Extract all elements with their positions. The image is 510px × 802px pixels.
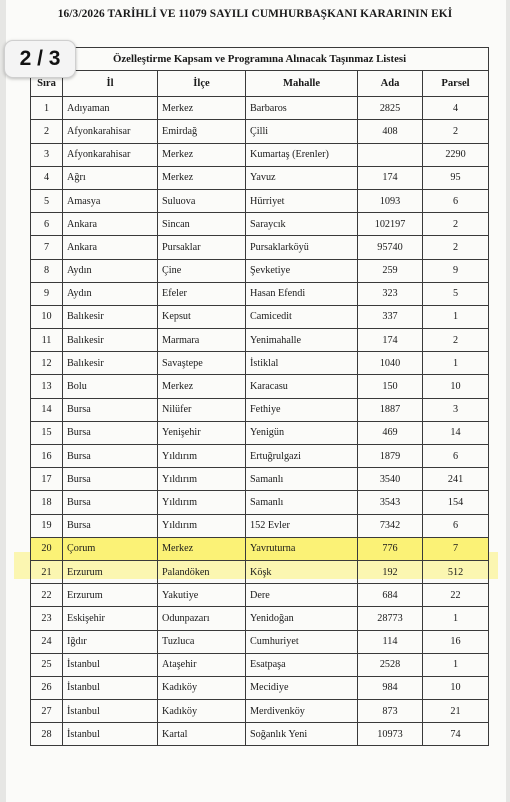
- column-header-sira: Sıra: [31, 71, 63, 97]
- cell-il: Çorum: [63, 537, 158, 560]
- cell-parsel: 2: [423, 329, 489, 352]
- cell-ada: 7342: [358, 514, 423, 537]
- cell-il: Balıkesir: [63, 329, 158, 352]
- cell-sira: 8: [31, 259, 63, 282]
- cell-ada: 984: [358, 676, 423, 699]
- cell-ilce: Yenişehir: [158, 421, 246, 444]
- cell-sira: 23: [31, 607, 63, 630]
- cell-parsel: 6: [423, 189, 489, 212]
- table-row: [31, 213, 489, 236]
- table-row: [31, 421, 489, 444]
- cell-parsel: 95: [423, 166, 489, 189]
- cell-parsel: 1: [423, 607, 489, 630]
- cell-il: İstanbul: [63, 723, 158, 746]
- cell-ada: 259: [358, 259, 423, 282]
- cell-sira: 11: [31, 329, 63, 352]
- cell-sira: 28: [31, 723, 63, 746]
- cell-ilce: Nilüfer: [158, 398, 246, 421]
- cell-sira: 16: [31, 445, 63, 468]
- cell-ilce: Merkez: [158, 375, 246, 398]
- cell-sira: 12: [31, 352, 63, 375]
- cell-mahalle: Yavuz: [246, 166, 358, 189]
- cell-il: Balıkesir: [63, 352, 158, 375]
- table-row: [31, 259, 489, 282]
- cell-ada: 1879: [358, 445, 423, 468]
- cell-parsel: 22: [423, 584, 489, 607]
- cell-il: Adıyaman: [63, 97, 158, 120]
- table-row: [31, 189, 489, 212]
- cell-ada: 10973: [358, 723, 423, 746]
- table-header-row: [31, 71, 489, 97]
- cell-mahalle: Çilli: [246, 120, 358, 143]
- cell-parsel: 7: [423, 537, 489, 560]
- document-title: 16/3/2026 TARİHLİ VE 11079 SAYILI CUMHURBAŞKANI KARARININ EKİ: [57, 8, 453, 20]
- cell-ada: 337: [358, 305, 423, 328]
- table-row: [31, 630, 489, 653]
- cell-mahalle: Barbaros: [246, 97, 358, 120]
- table-row: [31, 653, 489, 676]
- cell-sira: 18: [31, 491, 63, 514]
- cell-ada: 1887: [358, 398, 423, 421]
- column-header-ada: Ada: [358, 71, 423, 97]
- cell-mahalle: Yavruturna: [246, 537, 358, 560]
- table-body: [31, 97, 489, 746]
- cell-ada: 174: [358, 166, 423, 189]
- table-row: [31, 166, 489, 189]
- cell-sira: 17: [31, 468, 63, 491]
- cell-il: Bolu: [63, 375, 158, 398]
- cell-parsel: 10: [423, 676, 489, 699]
- cell-parsel: 6: [423, 445, 489, 468]
- cell-ada: 3543: [358, 491, 423, 514]
- cell-ada: 174: [358, 329, 423, 352]
- table-row: [31, 491, 489, 514]
- cell-il: Aydın: [63, 259, 158, 282]
- cell-sira: 2: [31, 120, 63, 143]
- cell-mahalle: Camicedit: [246, 305, 358, 328]
- cell-ada: 150: [358, 375, 423, 398]
- cell-il: Ankara: [63, 236, 158, 259]
- cell-il: Bursa: [63, 421, 158, 444]
- property-list-table: [30, 47, 489, 746]
- table-row: [31, 676, 489, 699]
- cell-il: Erzurum: [63, 560, 158, 583]
- cell-parsel: 2: [423, 120, 489, 143]
- cell-mahalle: Saraycık: [246, 213, 358, 236]
- cell-ilce: Emirdağ: [158, 120, 246, 143]
- table-row: [31, 398, 489, 421]
- cell-mahalle: Fethiye: [246, 398, 358, 421]
- cell-sira: 26: [31, 676, 63, 699]
- cell-ilce: Merkez: [158, 97, 246, 120]
- cell-ilce: Çine: [158, 259, 246, 282]
- table-row: [31, 236, 489, 259]
- cell-ilce: Efeler: [158, 282, 246, 305]
- cell-parsel: 3: [423, 398, 489, 421]
- table-row: [31, 329, 489, 352]
- table-row: [31, 723, 489, 746]
- cell-sira: 24: [31, 630, 63, 653]
- cell-mahalle: Yenigün: [246, 421, 358, 444]
- table-row: [31, 468, 489, 491]
- cell-sira: 25: [31, 653, 63, 676]
- table-row: [31, 584, 489, 607]
- cell-sira: 20: [31, 537, 63, 560]
- cell-ilce: Yıldırım: [158, 445, 246, 468]
- cell-parsel: 2: [423, 236, 489, 259]
- cell-mahalle: Pursaklarköyü: [246, 236, 358, 259]
- cell-ada: 323: [358, 282, 423, 305]
- table-row: [31, 282, 489, 305]
- cell-ilce: Sincan: [158, 213, 246, 236]
- cell-il: Bursa: [63, 468, 158, 491]
- cell-parsel: 74: [423, 723, 489, 746]
- cell-ada: 873: [358, 700, 423, 723]
- cell-mahalle: Esatpaşa: [246, 653, 358, 676]
- cell-parsel: 9: [423, 259, 489, 282]
- cell-mahalle: Ertuğrulgazi: [246, 445, 358, 468]
- cell-ada: 28773: [358, 607, 423, 630]
- column-header-ilce: İlçe: [158, 71, 246, 97]
- cell-ilce: Kadıköy: [158, 700, 246, 723]
- cell-parsel: 154: [423, 491, 489, 514]
- column-header-il: İl: [63, 71, 158, 97]
- cell-il: Ankara: [63, 213, 158, 236]
- cell-il: Bursa: [63, 398, 158, 421]
- cell-sira: 9: [31, 282, 63, 305]
- cell-il: Afyonkarahisar: [63, 143, 158, 166]
- cell-ilce: Merkez: [158, 537, 246, 560]
- cell-il: İstanbul: [63, 653, 158, 676]
- cell-ilce: Marmara: [158, 329, 246, 352]
- cell-mahalle: Cumhuriyet: [246, 630, 358, 653]
- cell-ilce: Yakutiye: [158, 584, 246, 607]
- cell-mahalle: Yenimahalle: [246, 329, 358, 352]
- cell-ada: 102197: [358, 213, 423, 236]
- cell-mahalle: Kumartaş (Erenler): [246, 143, 358, 166]
- cell-ada: 114: [358, 630, 423, 653]
- cell-sira: 15: [31, 421, 63, 444]
- cell-sira: 10: [31, 305, 63, 328]
- cell-ilce: Odunpazarı: [158, 607, 246, 630]
- table-row: [31, 560, 489, 583]
- cell-sira: 3: [31, 143, 63, 166]
- cell-parsel: 2: [423, 213, 489, 236]
- table-row: [31, 120, 489, 143]
- cell-parsel: 512: [423, 560, 489, 583]
- cell-ilce: Yıldırım: [158, 491, 246, 514]
- cell-ilce: Merkez: [158, 143, 246, 166]
- cell-ada: 408: [358, 120, 423, 143]
- cell-mahalle: Mecidiye: [246, 676, 358, 699]
- column-header-parsel: Parsel: [423, 71, 489, 97]
- column-header-mahalle: Mahalle: [246, 71, 358, 97]
- cell-ada: 2825: [358, 97, 423, 120]
- cell-il: Bursa: [63, 445, 158, 468]
- cell-il: İstanbul: [63, 700, 158, 723]
- cell-il: Eskişehir: [63, 607, 158, 630]
- cell-sira: 21: [31, 560, 63, 583]
- cell-mahalle: Samanlı: [246, 468, 358, 491]
- cell-ilce: Ataşehir: [158, 653, 246, 676]
- cell-sira: 22: [31, 584, 63, 607]
- table-row: [31, 305, 489, 328]
- cell-parsel: 241: [423, 468, 489, 491]
- cell-ilce: Kartal: [158, 723, 246, 746]
- cell-mahalle: Köşk: [246, 560, 358, 583]
- cell-mahalle: Samanlı: [246, 491, 358, 514]
- cell-mahalle: Merdivenköy: [246, 700, 358, 723]
- cell-ilce: Palandöken: [158, 560, 246, 583]
- cell-ada: 192: [358, 560, 423, 583]
- cell-parsel: 10: [423, 375, 489, 398]
- cell-parsel: 16: [423, 630, 489, 653]
- cell-parsel: 6: [423, 514, 489, 537]
- cell-sira: 7: [31, 236, 63, 259]
- cell-sira: 4: [31, 166, 63, 189]
- cell-sira: 6: [31, 213, 63, 236]
- table-row: [31, 375, 489, 398]
- cell-il: Balıkesir: [63, 305, 158, 328]
- cell-mahalle: Hasan Efendi: [246, 282, 358, 305]
- cell-sira: 13: [31, 375, 63, 398]
- cell-ilce: Savaştepe: [158, 352, 246, 375]
- cell-mahalle: Şevketiye: [246, 259, 358, 282]
- cell-il: Aydın: [63, 282, 158, 305]
- cell-il: Erzurum: [63, 584, 158, 607]
- cell-parsel: 4: [423, 97, 489, 120]
- cell-parsel: 1: [423, 352, 489, 375]
- cell-sira: 14: [31, 398, 63, 421]
- cell-ilce: Pursaklar: [158, 236, 246, 259]
- cell-mahalle: Soğanlık Yeni: [246, 723, 358, 746]
- table-row: [31, 514, 489, 537]
- cell-sira: 27: [31, 700, 63, 723]
- cell-ilce: Yıldırım: [158, 514, 246, 537]
- cell-ada: 95740: [358, 236, 423, 259]
- cell-mahalle: İstiklal: [246, 352, 358, 375]
- cell-mahalle: Hürriyet: [246, 189, 358, 212]
- cell-ada: 3540: [358, 468, 423, 491]
- table-row: [31, 445, 489, 468]
- cell-ada: 469: [358, 421, 423, 444]
- cell-ada: [358, 143, 423, 166]
- list-title: Özelleştirme Kapsam ve Programına Alınacak Taşınmaz Listesi: [31, 48, 489, 71]
- cell-parsel: 1: [423, 305, 489, 328]
- cell-ilce: Tuzluca: [158, 630, 246, 653]
- cell-ada: 1040: [358, 352, 423, 375]
- cell-il: Bursa: [63, 491, 158, 514]
- cell-il: Ağrı: [63, 166, 158, 189]
- cell-sira: 19: [31, 514, 63, 537]
- cell-ilce: Suluova: [158, 189, 246, 212]
- cell-ada: 776: [358, 537, 423, 560]
- cell-parsel: 14: [423, 421, 489, 444]
- table-row: [31, 700, 489, 723]
- cell-ilce: Kepsut: [158, 305, 246, 328]
- cell-il: İstanbul: [63, 676, 158, 699]
- cell-ada: 2528: [358, 653, 423, 676]
- cell-sira: 1: [31, 97, 63, 120]
- cell-mahalle: Dere: [246, 584, 358, 607]
- table-row: [31, 352, 489, 375]
- table-row: [31, 607, 489, 630]
- cell-parsel: 5: [423, 282, 489, 305]
- table-row: [31, 143, 489, 166]
- cell-ada: 684: [358, 584, 423, 607]
- cell-parsel: 1: [423, 653, 489, 676]
- cell-mahalle: Karacasu: [246, 375, 358, 398]
- cell-ada: 1093: [358, 189, 423, 212]
- cell-sira: 5: [31, 189, 63, 212]
- cell-ilce: Yıldırım: [158, 468, 246, 491]
- cell-parsel: 21: [423, 700, 489, 723]
- cell-parsel: 2290: [423, 143, 489, 166]
- table-row-highlighted: [31, 537, 489, 560]
- cell-il: Bursa: [63, 514, 158, 537]
- cell-il: Afyonkarahisar: [63, 120, 158, 143]
- cell-ilce: Merkez: [158, 166, 246, 189]
- cell-il: Amasya: [63, 189, 158, 212]
- page-indicator-badge[interactable]: 2 / 3: [4, 40, 76, 78]
- cell-mahalle: Yenidoğan: [246, 607, 358, 630]
- table-row: [31, 97, 489, 120]
- cell-mahalle: 152 Evler: [246, 514, 358, 537]
- cell-il: Iğdır: [63, 630, 158, 653]
- cell-ilce: Kadıköy: [158, 676, 246, 699]
